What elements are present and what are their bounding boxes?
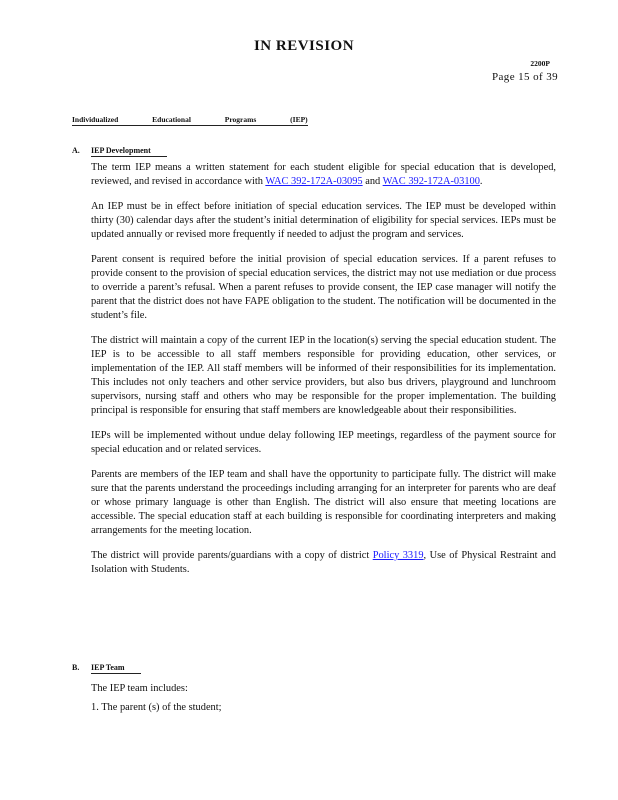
paragraph-implementation: IEPs will be implemented without undue delay following IEP meetings, regardless of the payment source for special education and or related services. xyxy=(91,430,556,455)
paragraph-text: . xyxy=(479,176,483,187)
iep-team-item-1: 1. The parent (s) of the student; xyxy=(91,702,222,713)
policy-number: 2200P xyxy=(530,59,550,68)
revision-banner: IN REVISION xyxy=(253,38,355,54)
paragraph-text: The district will provide parents/guardians with a copy of district xyxy=(91,550,373,561)
page-number: Page 15 of 39 xyxy=(492,71,558,83)
section-a-letter: A. xyxy=(72,146,80,155)
paragraph-text: , Use of Physical Restraint and Isolation with Students. xyxy=(91,550,556,575)
iep-team-intro: The IEP team includes: xyxy=(91,683,188,694)
wac-03100-link[interactable]: WAC 392-172A-03100 xyxy=(382,176,480,187)
section-a-title: IEP Development xyxy=(91,146,167,157)
policy-3319-link[interactable]: Policy 3319 xyxy=(372,550,424,561)
paragraph-parents-members: Parents are members of the IEP team and shall have the opportunity to participate fully. The district will make sure that the parents understand the proceedings including arranging for an interpreter for parents who are deaf or whose primary language is other than English. The district will also ensure that meeting locations are accessible. The special education staff at each building is responsible for coordinating interpreters and making arrangements for the meeting location. xyxy=(91,469,556,536)
paragraph-iep-copy: The district will maintain a copy of the current IEP in the location(s) serving the special education student. The IEP is to be accessible to all staff members responsible for providing education, other services, or implementation of the IEP. All staff members will be informed of their responsibilities for its implementation. This includes not only teachers and other service providers, but also bus drivers, playground and lunchroom supervisors, nursing staff and others who may be responsible for the proper implementation. The building principal is responsible for ensuring that staff members are knowledgeable about their responsibilities. xyxy=(91,335,556,416)
section-a-body xyxy=(91,161,556,588)
paragraph-parent-consent: Parent consent is required before the initial provision of special education services. If a parent refuses to provide consent to the provision of special education services, the district may not use mediation or due process to override a parent’s refusal. When a parent refuses to provide consent, the IEP case manager will notify the parent that the district does not have FAPE obligation to the student. The notification will be documented in the student’s file. xyxy=(91,254,556,321)
section-b-letter: B. xyxy=(72,663,80,672)
section-heading: Individualized Educational Programs (IEP) xyxy=(72,115,308,124)
paragraph-iep-definition xyxy=(91,161,556,189)
paragraph-iep-effect: An IEP must be in effect before initiation of special education services. The IEP must be developed within thirty (30) calendar days after the student’s initial determination of eligibility for special services. IEPs must be updated annually or revised more frequently if needed to adjust the program and services. xyxy=(91,201,556,240)
paragraph-restraint-policy xyxy=(91,549,556,577)
paragraph-text: and xyxy=(362,176,383,187)
paragraph-text: The term IEP means a written statement for each student eligible for special education that is developed, reviewed, and revised in accordance with xyxy=(91,162,556,187)
wac-03095-link[interactable]: WAC 392-172A-03095 xyxy=(265,176,363,187)
section-b-title: IEP Team xyxy=(91,663,141,674)
